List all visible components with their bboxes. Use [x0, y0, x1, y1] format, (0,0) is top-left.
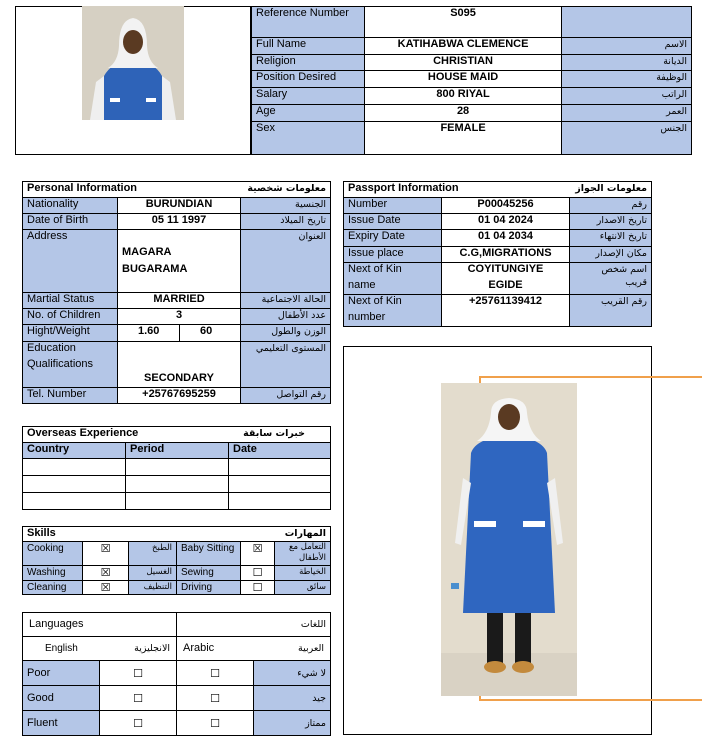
issue-place-label: Issue place	[344, 247, 442, 263]
position-label-ar: الوظيفة	[562, 71, 692, 88]
skill-cleaning-check[interactable]: ☒	[83, 581, 129, 595]
personal-info-title: Personal Information	[23, 182, 241, 198]
skill-cooking-check[interactable]: ☒	[83, 542, 129, 566]
skill-driving-check[interactable]: ☐	[241, 581, 275, 595]
issue-date-label: Issue Date	[344, 214, 442, 230]
salary-label: Salary	[252, 88, 365, 105]
passport-info-title: Passport Information	[344, 182, 570, 198]
lang-fluent-label-ar: ممتاز	[254, 711, 331, 736]
kin-name-label-line2: name	[348, 279, 376, 291]
marital-label: Martial Status	[23, 293, 118, 309]
skill-driving-ar: سائق	[275, 581, 331, 595]
arabic-header	[177, 637, 331, 661]
skill-washing-check[interactable]: ☒	[83, 566, 129, 581]
skill-washing-ar: الغسيل	[129, 566, 177, 581]
col-date: Date	[229, 443, 331, 459]
kin-name-line2: EGIDE	[488, 279, 523, 291]
languages-title: Languages	[23, 613, 177, 637]
lang-poor-label-ar: لا شيء	[254, 661, 331, 686]
passport-number-value: P00045256	[442, 198, 570, 214]
lang-good-english-check[interactable]: ☐	[100, 686, 177, 711]
children-label: No. of Children	[23, 309, 118, 325]
hw-label-ar: الوزن والطول	[241, 325, 331, 342]
nationality-label: Nationality	[23, 198, 118, 214]
weight-value: 60	[180, 325, 241, 342]
skill-cleaning-ar: التنظيف	[129, 581, 177, 595]
children-label-ar: عدد الأطفال	[241, 309, 331, 325]
full-name-label-ar: الاسم	[562, 38, 692, 55]
kin-name-label-ar-line1: اسم شخص	[601, 264, 647, 275]
address-line1: MAGARA	[122, 246, 172, 258]
lang-poor-english-check[interactable]: ☐	[100, 661, 177, 686]
religion-value: CHRISTIAN	[364, 55, 562, 71]
skill-babysitting-ar: التعامل مع الأطفال	[275, 542, 331, 566]
languages-table	[22, 612, 331, 736]
education-label-line1: Education	[27, 342, 76, 354]
nationality-label-ar: الجنسية	[241, 198, 331, 214]
skill-cleaning: Cleaning	[23, 581, 83, 595]
skill-sewing-ar: الخياطة	[275, 566, 331, 581]
kin-number-value: +25761139412	[442, 295, 570, 327]
full-body-photo	[441, 383, 577, 696]
dob-value: 05 11 1997	[118, 214, 241, 230]
kin-number-label	[344, 295, 442, 327]
full-name-value: KATIHABWA CLEMENCE	[364, 38, 562, 55]
education-label-ar: المستوى التعليمي	[241, 342, 331, 388]
skill-driving: Driving	[177, 581, 241, 595]
overseas-row	[23, 493, 331, 510]
hw-label: Hight/Weight	[23, 325, 118, 342]
sex-label-ar: الجنس	[562, 122, 692, 155]
expiry-date-label-ar: تاريخ الانتهاء	[570, 230, 652, 247]
kin-name-label-ar	[570, 263, 652, 295]
lang-good-label: Good	[23, 686, 100, 711]
expiry-date-label: Expiry Date	[344, 230, 442, 247]
kin-number-label-ar: رقم القريب	[570, 295, 652, 327]
skill-sewing: Sewing	[177, 566, 241, 581]
dob-label: Date of Birth	[23, 214, 118, 230]
skill-cooking-ar: الطبخ	[129, 542, 177, 566]
position-value: HOUSE MAID	[364, 71, 562, 88]
salary-value: 800 RIYAL	[364, 88, 562, 105]
position-label: Position Desired	[252, 71, 365, 88]
issue-date-label-ar: تاريخ الاصدار	[570, 214, 652, 230]
address-value	[118, 230, 241, 293]
col-country: Country	[23, 443, 126, 459]
passport-info-table	[343, 181, 652, 327]
children-value: 3	[118, 309, 241, 325]
reference-label: Reference Number	[252, 7, 365, 38]
passport-info-title-ar: معلومات الجواز	[570, 182, 652, 198]
education-value: SECONDARY	[118, 342, 241, 388]
reference-label-ar	[562, 7, 692, 38]
kin-number-label-line2: number	[348, 311, 386, 323]
lang-poor-arabic-check[interactable]: ☐	[177, 661, 254, 686]
nationality-value: BURUNDIAN	[118, 198, 241, 214]
header-table	[251, 6, 692, 155]
skill-babysitting: Baby Sitting	[177, 542, 241, 566]
full-name-label: Full Name	[252, 38, 365, 55]
lang-good-arabic-check[interactable]: ☐	[177, 686, 254, 711]
passport-number-label-ar: رقم	[570, 198, 652, 214]
languages-title-ar: اللغات	[177, 613, 331, 637]
arabic-label: Arabic	[183, 642, 215, 654]
age-label-ar: العمر	[562, 105, 692, 122]
education-label	[23, 342, 118, 388]
reference-value: S095	[364, 7, 562, 38]
tel-label: Tel. Number	[23, 388, 118, 404]
skill-washing: Washing	[23, 566, 83, 581]
english-label-ar: الانجليزية	[134, 643, 170, 654]
kin-name-label-ar-line2: قريب	[625, 277, 647, 288]
english-label: English	[45, 643, 78, 654]
kin-name-value	[442, 263, 570, 295]
religion-label: Religion	[252, 55, 365, 71]
tel-value: +25767695259	[118, 388, 241, 404]
address-line2: BUGARAMA	[122, 263, 188, 275]
personal-info-table	[22, 181, 331, 404]
passport-number-label: Number	[344, 198, 442, 214]
english-header	[23, 637, 177, 661]
overseas-row	[23, 476, 331, 493]
kin-name-line1: COYITUNGIYE	[467, 263, 544, 275]
overseas-title: Overseas Experience	[23, 427, 229, 443]
skills-title-ar: المهارات	[177, 527, 331, 542]
lang-fluent-english-check[interactable]: ☐	[100, 711, 177, 736]
skill-sewing-check[interactable]: ☐	[241, 566, 275, 581]
skills-title: Skills	[23, 527, 177, 542]
skill-cooking: Cooking	[23, 542, 83, 566]
overseas-title-ar: خبرات سابقة	[229, 427, 331, 443]
issue-place-label-ar: مكان الإصدار	[570, 247, 652, 263]
kin-name-label	[344, 263, 442, 295]
overseas-row	[23, 459, 331, 476]
marital-label-ar: الحالة الاجتماعية	[241, 293, 331, 309]
tel-label-ar: رقم التواصل	[241, 388, 331, 404]
overseas-table	[22, 426, 331, 510]
lang-fluent-label: Fluent	[23, 711, 100, 736]
profile-photo	[82, 6, 184, 120]
address-label: Address	[23, 230, 118, 293]
arabic-label-ar: العربية	[298, 643, 324, 654]
issue-date-value: 01 04 2024	[442, 214, 570, 230]
lang-poor-label: Poor	[23, 661, 100, 686]
skill-babysitting-check[interactable]: ☒	[241, 542, 275, 566]
skills-table	[22, 526, 331, 595]
education-label-line2: Qualifications	[27, 358, 94, 370]
sex-label: Sex	[252, 122, 365, 155]
address-label-ar: العنوان	[241, 230, 331, 293]
age-value: 28	[364, 105, 562, 122]
sex-value: FEMALE	[364, 122, 562, 155]
lang-fluent-arabic-check[interactable]: ☐	[177, 711, 254, 736]
expiry-date-value: 01 04 2034	[442, 230, 570, 247]
religion-label-ar: الديانة	[562, 55, 692, 71]
age-label: Age	[252, 105, 365, 122]
height-value: 1.60	[118, 325, 180, 342]
col-period: Period	[126, 443, 229, 459]
kin-number-label-line1: Next of Kin	[348, 295, 402, 307]
issue-place-value: C.G,MIGRATIONS	[442, 247, 570, 263]
marital-value: MARRIED	[118, 293, 241, 309]
lang-good-label-ar: جيد	[254, 686, 331, 711]
dob-label-ar: تاريخ الميلاد	[241, 214, 331, 230]
personal-info-title-ar: معلومات شخصية	[241, 182, 331, 198]
kin-name-label-line1: Next of Kin	[348, 263, 402, 275]
salary-label-ar: الراتب	[562, 88, 692, 105]
